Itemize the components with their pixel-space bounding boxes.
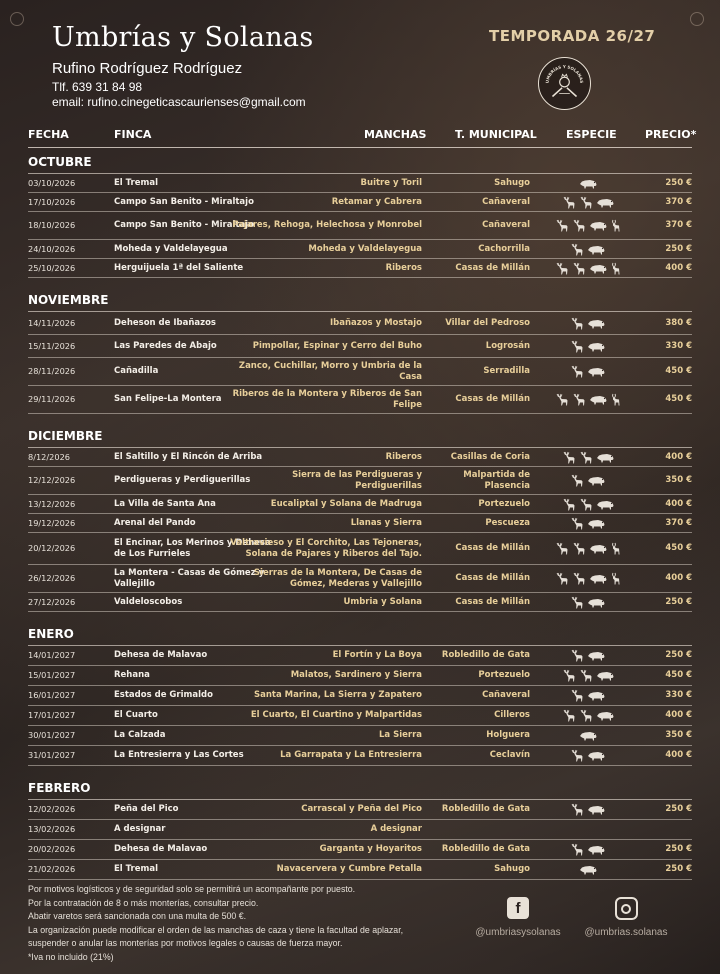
cell-especie: [536, 495, 640, 513]
cell-precio: 370 €: [665, 220, 692, 231]
goat-icon: [610, 542, 621, 555]
cell-fecha: 28/11/2026: [28, 366, 76, 377]
boar-icon: [587, 597, 606, 608]
deer-icon: [572, 219, 587, 232]
facebook-handle: @umbriasysolanas: [475, 927, 561, 938]
deer-icon: [572, 393, 587, 406]
cell-manchas: Riberos: [385, 262, 422, 273]
deer-icon: [570, 474, 585, 487]
table-row: [28, 312, 692, 335]
column-header-precio: PRECIO*: [645, 128, 697, 141]
table-row: [28, 666, 692, 686]
cell-precio: 250 €: [665, 650, 692, 661]
cell-municipal: Villar del Pedroso: [445, 317, 530, 328]
owner-name: Rufino Rodríguez Rodríguez: [52, 60, 243, 77]
cell-precio: 370 €: [665, 196, 692, 207]
cell-especie: [536, 386, 640, 413]
boar-icon: [596, 710, 615, 721]
cell-precio: 450 €: [665, 394, 692, 405]
note-line: *Iva no incluido (21%): [28, 951, 114, 962]
deer-icon: [555, 219, 570, 232]
cell-finca: Deheson de Ibañazos: [114, 317, 216, 328]
cell-fecha: 31/01/2027: [28, 750, 76, 761]
table-row: [28, 514, 692, 533]
table-body: [28, 148, 692, 880]
hunts-table: [28, 124, 697, 880]
cell-manchas: El Cuarto, El Cuartino y Malpartidas: [250, 710, 422, 721]
boar-icon: [589, 573, 608, 584]
cell-fecha: 27/12/2026: [28, 596, 76, 607]
month-header: [28, 278, 692, 312]
corner-ornament-right: [690, 12, 704, 26]
cell-precio: 250 €: [665, 177, 692, 188]
month-header: [28, 148, 692, 174]
cell-finca: El Tremal: [114, 177, 159, 188]
cell-especie: [536, 593, 640, 611]
cell-especie: [536, 259, 640, 277]
cell-fecha: 17/01/2027: [28, 710, 76, 721]
table-row: [28, 174, 692, 193]
cell-especie: [536, 358, 640, 385]
cell-especie: [536, 212, 640, 239]
deer-icon: [570, 596, 585, 609]
boar-icon: [579, 864, 598, 875]
cell-manchas: Garganta y Hoyaritos: [319, 844, 422, 855]
cell-municipal: [432, 820, 530, 839]
deer-icon: [570, 843, 585, 856]
goat-icon: [610, 393, 621, 406]
deer-icon: [570, 317, 585, 330]
cell-manchas: Riberos: [385, 451, 422, 462]
cell-fecha: 18/10/2026: [28, 220, 76, 231]
cell-municipal: Robledillo de Gata: [441, 844, 530, 855]
cell-manchas: Umbria y Solana: [343, 596, 422, 607]
season-title: TEMPORADA 26/27: [489, 27, 656, 45]
cell-municipal: Portezuelo: [478, 670, 530, 681]
column-header-manchas: MANCHAS: [364, 128, 427, 141]
cell-municipal: Ceclavín: [489, 750, 530, 761]
goat-icon: [610, 219, 621, 232]
month-name: NOVIEMBRE: [28, 293, 109, 307]
boar-icon: [589, 263, 608, 274]
cell-finca: Moheda y Valdelayegua: [114, 243, 228, 254]
table-row: [28, 358, 692, 386]
cell-especie: [536, 726, 640, 745]
cell-especie: [536, 514, 640, 532]
cell-finca: Estados de Grimaldo: [114, 690, 213, 701]
cell-especie: [536, 686, 640, 705]
facebook-icon: f: [507, 897, 529, 919]
cell-especie: [536, 193, 640, 211]
cell-manchas: Zanco, Cuchillar, Morro y Umbria de la Casa: [238, 360, 422, 382]
table-row: [28, 386, 692, 414]
cell-finca: San Felipe-La Montera: [114, 394, 222, 405]
cell-especie: [536, 467, 640, 494]
deer-icon: [570, 340, 585, 353]
cell-fecha: 29/11/2026: [28, 394, 76, 405]
phone-number: Tlf. 639 31 84 98: [52, 80, 143, 94]
month-name: OCTUBRE: [28, 155, 92, 169]
cell-precio: 450 €: [665, 366, 692, 377]
cell-precio: 250 €: [665, 804, 692, 815]
cell-fecha: 12/02/2026: [28, 804, 76, 815]
cell-finca: Rehana: [114, 670, 150, 681]
table-row: [28, 495, 692, 514]
cell-fecha: 14/01/2027: [28, 650, 76, 661]
cell-fecha: 03/10/2026: [28, 177, 76, 188]
cell-especie: [536, 746, 640, 765]
cell-precio: 400 €: [665, 750, 692, 761]
table-row: [28, 820, 692, 840]
cell-manchas: Pimpollar, Espinar y Cerro del Buho: [252, 340, 422, 351]
table-row: [28, 726, 692, 746]
cell-finca: Valdeloscobos: [114, 596, 183, 607]
cell-manchas: Eucaliptal y Solana de Madruga: [270, 498, 422, 509]
cell-finca: El Tremal: [114, 864, 159, 875]
cell-especie: [536, 840, 640, 859]
cell-precio: 250 €: [665, 596, 692, 607]
cell-fecha: 30/01/2027: [28, 730, 76, 741]
deer-icon: [570, 803, 585, 816]
instagram-handle: @umbrias.solanas: [584, 927, 668, 938]
cell-precio: 400 €: [665, 451, 692, 462]
cell-municipal: Casillas de Coria: [450, 451, 530, 462]
deer-icon: [562, 709, 577, 722]
cell-finca: La Entresierra y Las Cortes: [114, 750, 244, 761]
cell-especie: [536, 666, 640, 685]
deer-icon: [572, 542, 587, 555]
cell-precio: 400 €: [665, 262, 692, 273]
note-line: Abatir varetos será sancionada con una multa de 500 €.: [28, 911, 247, 922]
cell-precio: 400 €: [665, 573, 692, 584]
cell-fecha: 21/02/2026: [28, 864, 76, 875]
deer-icon: [570, 689, 585, 702]
month-name: ENERO: [28, 627, 74, 641]
cell-finca: El Encinar, Los Merinos y Dehesa de Los Furrieles: [114, 537, 271, 559]
cell-especie: [536, 312, 640, 334]
cell-manchas: Buitre y Toril: [360, 177, 422, 188]
table-header: [28, 124, 697, 148]
deer-icon: [555, 572, 570, 585]
cell-especie: [536, 860, 640, 879]
table-row: [28, 467, 692, 495]
cell-precio: 330 €: [665, 690, 692, 701]
cell-precio: 400 €: [665, 498, 692, 509]
cell-precio: 370 €: [665, 517, 692, 528]
column-header-especie: ESPECIE: [566, 128, 617, 141]
cell-finca: Cañadilla: [114, 366, 159, 377]
cell-municipal: Casas de Millán: [455, 543, 530, 554]
boar-icon: [587, 318, 606, 329]
cell-manchas: La Garrapata y La Entresierra: [280, 750, 422, 761]
cell-manchas: A designar: [370, 824, 422, 835]
cell-precio: 450 €: [665, 543, 692, 554]
deer-icon: [562, 451, 577, 464]
cell-finca: El Saltillo y El Rincón de Arriba: [114, 451, 263, 462]
cell-finca: Campo San Benito - Miraltajo: [114, 220, 254, 231]
table-row: [28, 746, 692, 766]
cell-manchas: Riberos de la Montera y Riberos de San Felipe: [232, 388, 422, 410]
cell-precio: 350 €: [665, 730, 692, 741]
cell-fecha: 24/10/2026: [28, 243, 76, 254]
note-line: Por motivos logísticos y de seguridad solo se permitirá un acompañante por puesto.: [28, 884, 356, 894]
cell-fecha: 26/12/2026: [28, 573, 76, 584]
cell-finca: Perdigueras y Perdiguerillas: [114, 475, 251, 486]
cell-precio: 330 €: [665, 340, 692, 351]
deer-icon: [562, 196, 577, 209]
cell-finca: Arenal del Pando: [114, 517, 196, 528]
cell-fecha: 17/10/2026: [28, 196, 76, 207]
boar-icon: [596, 670, 615, 681]
cell-fecha: 8/12/2026: [28, 451, 70, 462]
deer-icon: [555, 262, 570, 275]
cell-finca: Herguijuela 1ª del Saliente: [114, 262, 244, 273]
month-header: [28, 414, 692, 448]
boar-icon: [587, 475, 606, 486]
cell-precio: 250 €: [665, 864, 692, 875]
cell-manchas: Valtravieso y El Corchito, Las Tejoneras, Solana de Pajares y Riberos del Tajo.: [230, 537, 422, 559]
cell-finca: Peña del Pico: [114, 804, 179, 815]
cell-fecha: 12/12/2026: [28, 475, 76, 486]
cell-fecha: 15/01/2027: [28, 670, 76, 681]
cell-especie: [536, 706, 640, 725]
cell-municipal: Portezuelo: [478, 498, 530, 509]
boar-icon: [596, 197, 615, 208]
table-row: [28, 240, 692, 259]
boar-icon: [579, 730, 598, 741]
email-address: email: rufino.cinegeticascaurienses@gmail.com: [52, 95, 306, 109]
table-row: [28, 448, 692, 467]
deer-icon: [572, 262, 587, 275]
cell-municipal: Cañaveral: [482, 690, 530, 701]
table-row: [28, 800, 692, 820]
cell-precio: 250 €: [665, 844, 692, 855]
goat-icon: [610, 262, 621, 275]
cell-fecha: 14/11/2026: [28, 317, 76, 328]
cell-finca: El Cuarto: [114, 710, 158, 721]
boar-icon: [587, 518, 606, 529]
cell-municipal: Robledillo de Gata: [441, 804, 530, 815]
facebook-link[interactable]: [470, 897, 566, 938]
table-row: [28, 593, 692, 612]
cell-municipal: Logrosán: [485, 340, 530, 351]
cell-finca: Dehesa de Malavao: [114, 650, 208, 661]
deer-icon: [572, 572, 587, 585]
cell-finca: Dehesa de Malavao: [114, 844, 208, 855]
cell-fecha: 15/11/2026: [28, 340, 76, 351]
cell-fecha: 20/12/2026: [28, 543, 76, 554]
column-header-finca: FINCA: [114, 128, 152, 141]
cell-fecha: 20/02/2026: [28, 844, 76, 855]
svg-text:UMBRÍAS Y SOLANAS: UMBRÍAS Y SOLANAS: [544, 64, 585, 84]
cell-fecha: 13/12/2026: [28, 498, 76, 509]
boar-icon: [589, 394, 608, 405]
deer-icon: [570, 517, 585, 530]
boar-icon: [579, 178, 598, 189]
cell-manchas: Malatos, Sardinero y Sierra: [290, 670, 422, 681]
column-header-municipal: T. MUNICIPAL: [455, 128, 537, 141]
month-header: [28, 612, 692, 646]
boar-icon: [587, 244, 606, 255]
deer-icon: [579, 709, 594, 722]
table-row: [28, 840, 692, 860]
month-name: DICIEMBRE: [28, 429, 103, 443]
cell-municipal: Robledillo de Gata: [441, 650, 530, 661]
boar-icon: [587, 804, 606, 815]
cell-finca: La Villa de Santa Ana: [114, 498, 216, 509]
instagram-link[interactable]: [576, 897, 676, 938]
cell-manchas: Ibañazos y Mostajo: [330, 317, 422, 328]
cell-manchas: La Sierra: [378, 730, 422, 741]
cell-finca: Campo San Benito - Miraltajo: [114, 196, 254, 207]
cell-precio: 400 €: [665, 710, 692, 721]
table-row: [28, 533, 692, 565]
deer-icon: [570, 649, 585, 662]
cell-manchas: Santa Marina, La Sierra y Zapatero: [253, 690, 422, 701]
boar-icon: [596, 452, 615, 463]
cell-especie: [536, 174, 640, 192]
cell-manchas: Carrascal y Peña del Pico: [301, 804, 422, 815]
cell-municipal: Sahugo: [494, 177, 530, 188]
cell-municipal: Casas de Millán: [455, 573, 530, 584]
cell-manchas: Pajares, Rehoga, Helechosa y Monrobel: [232, 220, 422, 231]
cell-especie: [536, 565, 640, 592]
boar-icon: [587, 366, 606, 377]
cell-manchas: Moheda y Valdelayegua: [308, 243, 422, 254]
cell-municipal: Casas de Millán: [455, 394, 530, 405]
table-row: [28, 860, 692, 880]
deer-icon: [555, 393, 570, 406]
cell-fecha: 13/02/2026: [28, 824, 76, 835]
cell-precio: 380 €: [665, 317, 692, 328]
cell-precio: 350 €: [665, 475, 692, 486]
cell-precio: [640, 820, 692, 839]
cell-especie: [536, 800, 640, 819]
notes: [28, 883, 403, 965]
cell-especie: [536, 240, 640, 258]
corner-ornament-left: [10, 12, 24, 26]
cell-manchas: Llanas y Sierra: [350, 517, 422, 528]
instagram-icon: [615, 897, 638, 920]
cell-finca: La Montera - Casas de Gómez y Vallejillo: [114, 567, 265, 589]
cell-municipal: Cañaveral: [482, 220, 530, 231]
table-row: [28, 193, 692, 212]
cell-municipal: Holguera: [486, 730, 530, 741]
boar-icon: [587, 341, 606, 352]
deer-icon: [579, 498, 594, 511]
boar-icon: [587, 690, 606, 701]
deer-icon: [570, 365, 585, 378]
cell-especie: [536, 646, 640, 665]
cell-especie: [536, 533, 640, 564]
cell-manchas: Sierra de las Perdigueras y Perdiguerillas: [292, 469, 422, 491]
boar-icon: [589, 220, 608, 231]
table-row: [28, 646, 692, 666]
boar-icon: [587, 844, 606, 855]
boar-icon: [596, 499, 615, 510]
deer-icon: [555, 542, 570, 555]
cell-manchas: Navacervera y Cumbre Petalla: [276, 864, 422, 875]
cell-precio: 250 €: [665, 243, 692, 254]
cell-fecha: 25/10/2026: [28, 262, 76, 273]
cell-especie: [536, 335, 640, 357]
cell-manchas: Sierras de la Montera, De Casas de Gómez, Mederas y Vallejillo: [253, 567, 422, 589]
cell-municipal: Cañaveral: [482, 196, 530, 207]
table-row: [28, 335, 692, 358]
cell-municipal: Malpartida de Plasencia: [463, 469, 530, 491]
cell-municipal: Serradilla: [483, 366, 530, 377]
club-logo: [538, 57, 591, 110]
note-line: La organización puede modificar el orden de las manchas de caza y tiene la facultad de aplazar,: [28, 924, 404, 935]
deer-icon: [570, 749, 585, 762]
cell-finca: Las Paredes de Abajo: [114, 340, 217, 351]
table-row: [28, 686, 692, 706]
deer-icon: [562, 498, 577, 511]
month-name: FEBRERO: [28, 781, 91, 795]
cell-municipal: Cachorrilla: [478, 243, 530, 254]
cell-especie: [536, 820, 640, 839]
cell-fecha: 16/01/2027: [28, 690, 76, 701]
boar-icon: [589, 543, 608, 554]
note-line: Por la contratación de 8 o más monterías, consultar precio.: [28, 897, 259, 908]
brand-title: Umbrías y Solanas: [52, 22, 314, 53]
cell-manchas: Retamar y Cabrera: [331, 196, 422, 207]
column-header-fecha: FECHA: [28, 128, 69, 141]
cell-fecha: 19/12/2026: [28, 517, 76, 528]
deer-icon: [562, 669, 577, 682]
table-row: [28, 212, 692, 240]
cell-finca: A designar: [114, 824, 166, 835]
table-row: [28, 565, 692, 593]
table-row: [28, 259, 692, 278]
cell-especie: [536, 448, 640, 466]
goat-icon: [610, 572, 621, 585]
cell-precio: 450 €: [665, 670, 692, 681]
cell-municipal: Pescueza: [485, 517, 530, 528]
note-line: suspender o anular las monterías por motivos legales o causas de fuerza mayor.: [28, 938, 343, 949]
cell-municipal: Sahugo: [494, 864, 530, 875]
table-row: [28, 706, 692, 726]
deer-icon: [570, 243, 585, 256]
cell-municipal: Cilleros: [494, 710, 530, 721]
deer-icon: [579, 196, 594, 209]
cell-municipal: Casas de Millán: [455, 596, 530, 607]
deer-icon: [579, 451, 594, 464]
deer-icon: [579, 669, 594, 682]
month-header: [28, 766, 692, 800]
cell-municipal: Casas de Millán: [455, 262, 530, 273]
cell-finca: La Calzada: [114, 730, 166, 741]
boar-icon: [587, 750, 606, 761]
boar-icon: [587, 650, 606, 661]
cell-manchas: El Fortín y La Boya: [332, 650, 422, 661]
